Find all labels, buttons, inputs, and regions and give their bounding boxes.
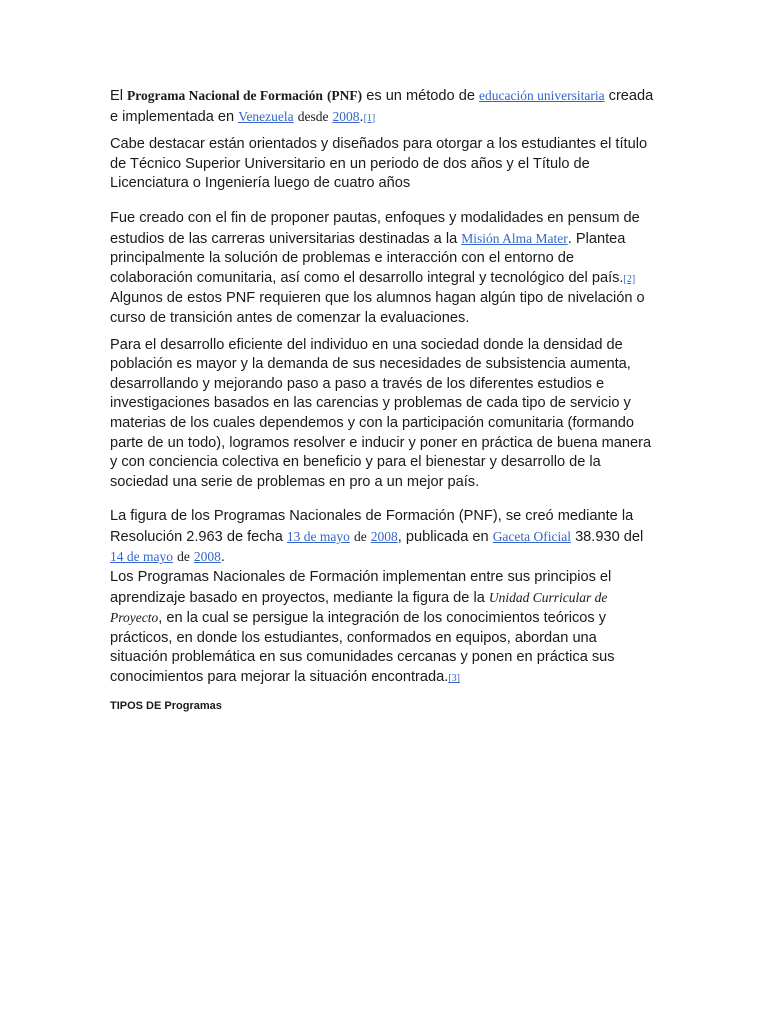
- paragraph-purpose: [110, 209, 658, 329]
- text-run: .: [220, 549, 225, 566]
- text-run: Cabe destacar están orientados y diseñados para otorgar a los estudiantes el título de Técnico Superior Universitario en un periodo de dos años y el Título de Licenciatura o Ingeniería luego de cuatro años: [110, 136, 648, 192]
- text-run: Algunos de estos PNF requieren que los alumnos hagan algún tipo de nivelación o curso de transición antes de comenzar la evaluaciones.: [110, 290, 645, 326]
- section-heading-tipos: TIPOS DE Programas: [110, 700, 222, 712]
- text-run: desde: [297, 108, 329, 124]
- paragraph-project-learning: [110, 568, 658, 689]
- text-run: Fue creado con el fin de proponer pautas, enfoques y modalidades en pensum de estudios de las carreras universitarias destinadas a la: [110, 209, 640, 247]
- text-run: , publicada en: [397, 528, 493, 545]
- link-venezuela[interactable]: Venezuela: [238, 108, 294, 124]
- link-mision-alma-mater[interactable]: Misión Alma Mater: [461, 230, 568, 246]
- link-13-de-mayo[interactable]: 13 de mayo: [286, 528, 350, 544]
- link-educacion-universitaria[interactable]: educación universitaria: [479, 88, 605, 103]
- bold-term: (PNF): [326, 88, 363, 103]
- paragraph-development: [110, 336, 658, 493]
- document-body: [110, 86, 658, 689]
- footnote-ref-1[interactable]: [1]: [363, 112, 376, 124]
- text-run: Los Programas Nacionales de Formación implementan entre sus principios el aprendizaje basado en proyectos, mediante la figura de la: [110, 569, 612, 606]
- footnote-ref-2[interactable]: [2]: [623, 273, 636, 285]
- text-run: .: [359, 108, 364, 125]
- text-run: . Plantea principalmente la solución de problemas e interacción con el entorno de colaboración comunitaria, así como el desarrollo integral y tecnológico del país.: [110, 230, 626, 286]
- link-gaceta-oficial[interactable]: Gaceta Oficial: [492, 528, 572, 544]
- paragraph-degrees: [110, 135, 658, 194]
- paragraph-resolution: [110, 507, 658, 568]
- footnote-ref-3[interactable]: [3]: [448, 673, 460, 685]
- italic-term: Unidad Curricular de Proyecto: [110, 589, 608, 626]
- text-run: El: [110, 88, 128, 104]
- link-2008[interactable]: 2008: [193, 549, 221, 565]
- text-run: de: [353, 528, 367, 544]
- text-run: 38.930 del: [571, 528, 644, 545]
- text-run: , en la cual se persigue la integración de los conocimientos teóricos y prácticos, en donde los estudiantes, conformados en equipos, abordan una situación problemática en sus comunidades cercanas y ponen en práctica sus conocimientos para mejorar la situación encontrada.: [110, 610, 615, 686]
- text-run: Para el desarrollo eficiente del individuo en una sociedad donde la densidad de población es mayor y la demanda de sus necesidades de subsistencia aumenta, desarrollando y mejorando paso a paso a través de los diferentes estudios e investigaciones basados en las carencias y problemas de cada tipo de servicio y materias de los cuales dependemos y con la participación comunitaria (formando parte de un todo), logramos resolver e inducir y poner en práctica de buena manera y con conciencia colectiva en beneficio y para el bienestar y desarrollo de la sociedad una serie de problemas en pro a un mejor país.: [110, 336, 652, 490]
- text-run: de: [177, 549, 190, 565]
- text-run: creada e implementada en: [110, 88, 654, 125]
- link-2008[interactable]: 2008: [332, 108, 360, 124]
- link-2008[interactable]: 2008: [370, 528, 398, 544]
- link-14-de-mayo[interactable]: 14 de mayo: [110, 549, 173, 565]
- bold-term: Programa Nacional de Formación: [127, 88, 323, 103]
- text-run: La figura de los Programas Nacionales de Formación (PNF), se creó mediante la Resolución 2.963 de fecha: [110, 508, 634, 545]
- text-run: es un método de: [362, 88, 480, 104]
- paragraph-intro: [110, 86, 658, 128]
